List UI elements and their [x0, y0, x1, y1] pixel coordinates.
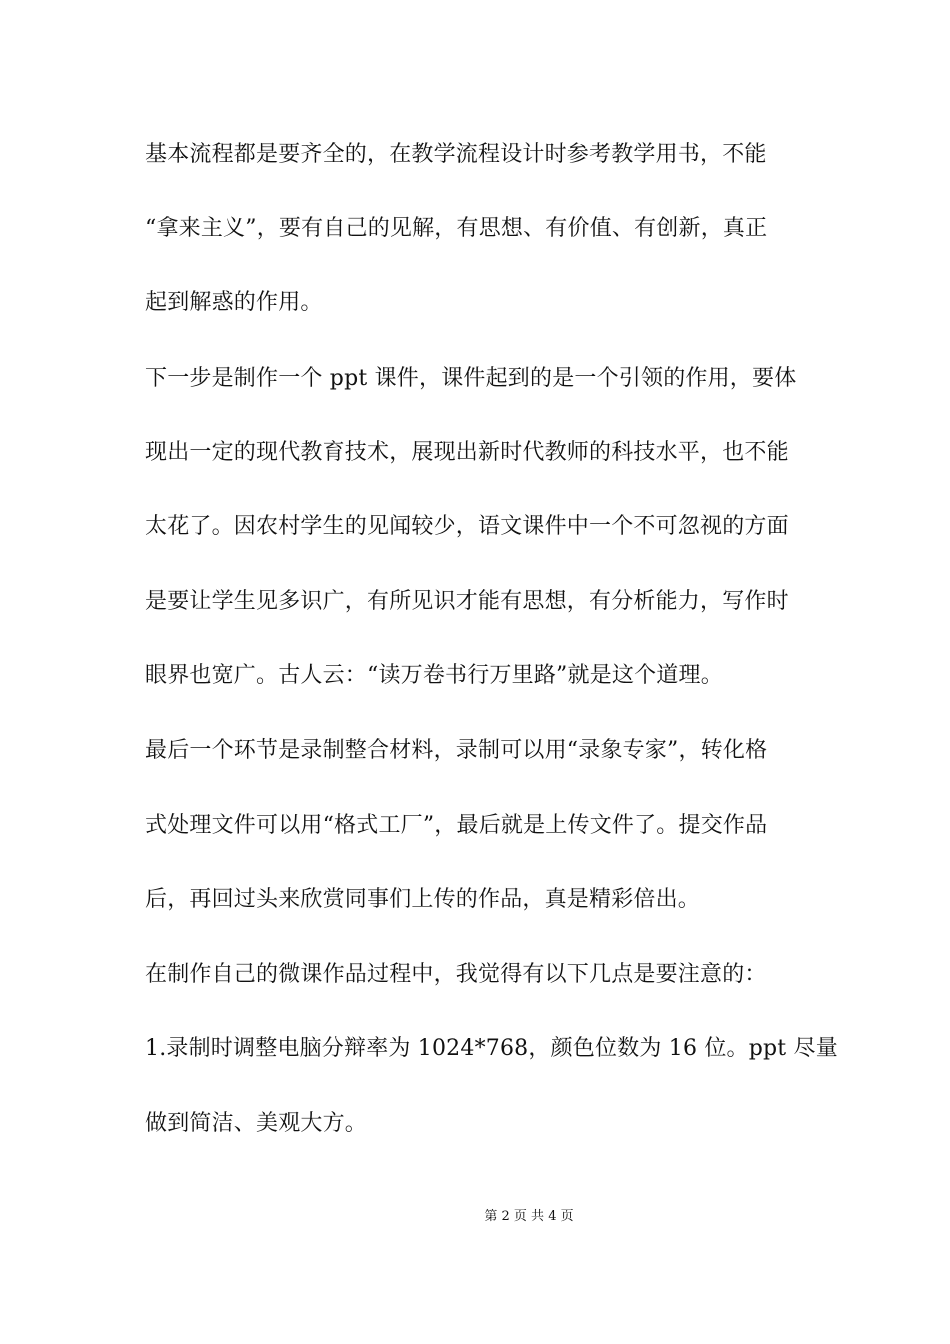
body-text-line: 最后一个环节是录制整合材料，录制可以用“录象专家”，转化格	[145, 738, 768, 763]
body-text-line: “拿来主义”，要有自己的见解，有思想、有价值、有创新，真正	[145, 216, 768, 241]
body-text-line: 现出一定的现代教育技术，展现出新时代教师的科技水平，也不能	[145, 440, 789, 465]
body-text-line: 眼界也宽广。古人云：“读万卷书行万里路”就是这个道理。	[145, 663, 723, 688]
body-text-line: 后，再回过头来欣赏同事们上传的作品，真是精彩倍出。	[145, 887, 701, 912]
body-text-line: 式处理文件可以用“格式工厂”，最后就是上传文件了。提交作品	[145, 813, 768, 838]
body-text-line: 在制作自己的微课作品过程中，我觉得有以下几点是要注意的：	[145, 962, 767, 987]
body-text-line: 1.录制时调整电脑分辩率为 1024*768，颜色位数为 16 位。ppt 尽量	[145, 1036, 838, 1061]
body-text-line: 起到解惑的作用。	[145, 290, 323, 315]
page-number-footer: 第 2 页 共 4 页	[484, 1209, 574, 1224]
body-text-line: 做到简洁、美观大方。	[145, 1111, 368, 1136]
body-text-line: 太花了。因农村学生的见闻较少，语文课件中一个不可忽视的方面	[145, 514, 789, 539]
body-text-line: 基本流程都是要齐全的，在教学流程设计时参考教学用书，不能	[145, 142, 767, 167]
body-text-line: 是要让学生见多识广，有所见识才能有思想，有分析能力，写作时	[145, 589, 789, 614]
body-text-line: 下一步是制作一个 ppt 课件，课件起到的是一个引领的作用，要体	[145, 366, 797, 391]
